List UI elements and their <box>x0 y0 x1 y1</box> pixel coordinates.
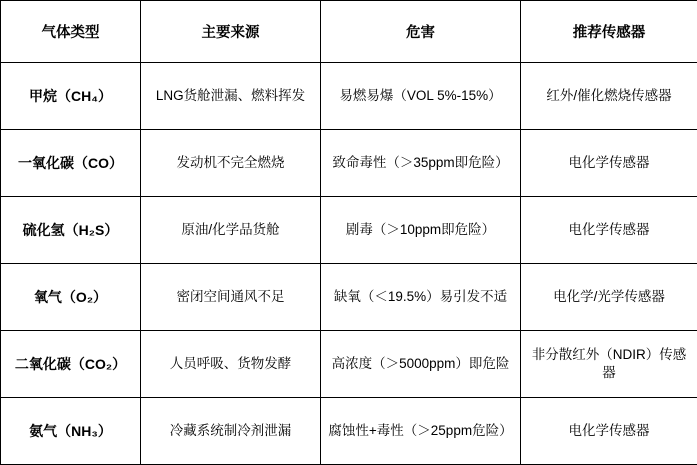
column-header-hazard: 危害 <box>321 1 521 63</box>
cell-gas-type: 氨气（NH₃） <box>1 398 141 465</box>
cell-recommended-sensor: 非分散红外（NDIR）传感器 <box>521 331 697 398</box>
cell-recommended-sensor: 电化学传感器 <box>521 197 697 264</box>
table-row <box>1 197 697 264</box>
cell-hazard: 致命毒性（＞35ppm即危险） <box>321 130 521 197</box>
table-header <box>1 1 697 63</box>
cell-hazard: 剧毒（＞10ppm即危险） <box>321 197 521 264</box>
cell-hazard: 易燃易爆（VOL 5%-15%） <box>321 63 521 130</box>
cell-recommended-sensor: 电化学/光学传感器 <box>521 264 697 331</box>
cell-main-source: 原油/化学品货舱 <box>141 197 321 264</box>
cell-main-source: 冷藏系统制冷剂泄漏 <box>141 398 321 465</box>
cell-gas-type: 二氧化碳（CO₂） <box>1 331 141 398</box>
cell-main-source: 人员呼吸、货物发酵 <box>141 331 321 398</box>
cell-gas-type: 氧气（O₂） <box>1 264 141 331</box>
cell-hazard: 腐蚀性+毒性（＞25ppm危险） <box>321 398 521 465</box>
table-row <box>1 264 697 331</box>
table-header-row <box>1 1 697 63</box>
cell-hazard: 缺氧（＜19.5%）易引发不适 <box>321 264 521 331</box>
table-row <box>1 130 697 197</box>
cell-main-source: 密闭空间通风不足 <box>141 264 321 331</box>
table-body <box>1 63 697 465</box>
cell-recommended-sensor: 电化学传感器 <box>521 398 697 465</box>
table-row <box>1 63 697 130</box>
table-row <box>1 331 697 398</box>
cell-gas-type: 甲烷（CH₄） <box>1 63 141 130</box>
cell-hazard: 高浓度（＞5000ppm）即危险 <box>321 331 521 398</box>
cell-gas-type: 硫化氢（H₂S） <box>1 197 141 264</box>
cell-recommended-sensor: 红外/催化燃烧传感器 <box>521 63 697 130</box>
column-header-gas-type: 气体类型 <box>1 1 141 63</box>
cell-recommended-sensor: 电化学传感器 <box>521 130 697 197</box>
column-header-recommended-sensor: 推荐传感器 <box>521 1 697 63</box>
cell-main-source: 发动机不完全燃烧 <box>141 130 321 197</box>
cell-main-source: LNG货舱泄漏、燃料挥发 <box>141 63 321 130</box>
cell-gas-type: 一氧化碳（CO） <box>1 130 141 197</box>
table-row <box>1 398 697 465</box>
column-header-main-source: 主要来源 <box>141 1 321 63</box>
